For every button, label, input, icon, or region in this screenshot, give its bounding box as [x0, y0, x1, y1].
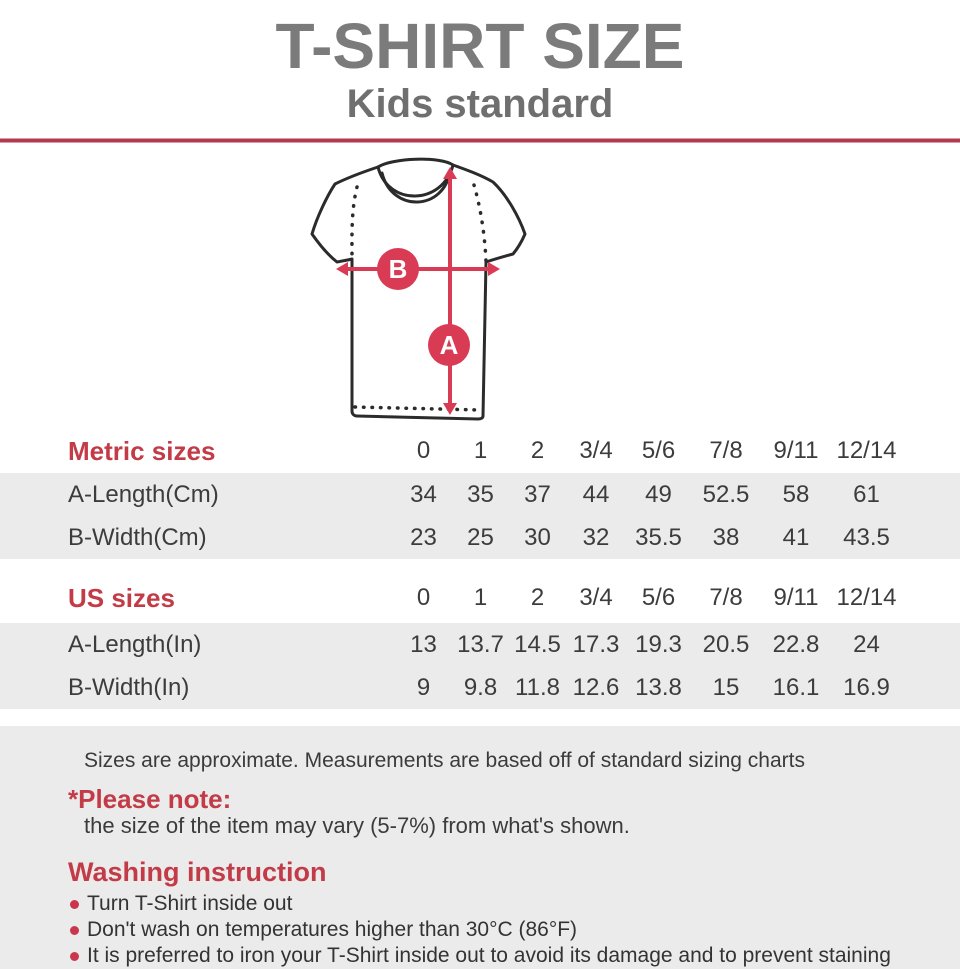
size-column-header: 9/11	[773, 437, 819, 464]
list-item	[70, 943, 960, 969]
cell-value: 24	[853, 630, 880, 658]
please-note-label: *Please note:	[68, 784, 232, 814]
cell-value: 16.1	[772, 673, 820, 701]
metric-values-stripe	[0, 473, 960, 559]
cell-value: 22.8	[772, 630, 820, 658]
page-header	[0, 0, 960, 126]
cell-value: 11.8	[515, 673, 560, 701]
size-column-header: 2	[530, 437, 545, 464]
size-column-header: 5/6	[641, 437, 676, 464]
cell-value: 17.3	[572, 630, 620, 658]
cell-value: 49	[645, 480, 672, 508]
tshirt-illustration-icon	[300, 149, 540, 429]
row-label: A-Length(Cm)	[68, 480, 219, 508]
notes-section	[0, 726, 960, 969]
us-sizes-header-row	[0, 559, 960, 623]
metric-sizes-header-row	[0, 429, 960, 473]
hem-seam	[355, 407, 481, 410]
cell-value: 38	[712, 523, 740, 551]
cell-value: 15	[712, 673, 740, 701]
cell-value: 9.8	[463, 673, 498, 701]
cell-value: 9	[416, 673, 431, 701]
table-row	[0, 473, 960, 516]
cell-value: 19.3	[635, 630, 682, 658]
cell-value: 25	[467, 523, 494, 551]
width-arrow-left-icon	[336, 262, 348, 276]
cell-value: 35	[467, 480, 494, 508]
size-table	[0, 429, 960, 709]
washing-item-text: It is preferred to iron your T-Shirt inside out to avoid its damage and to prevent staining	[87, 944, 891, 967]
collar-top-edge	[378, 159, 453, 167]
approximation-note: Sizes are approximate. Measurements are based off of standard sizing charts	[84, 749, 805, 772]
size-column-header: 7/8	[709, 584, 743, 611]
please-note-text: the size of the item may vary (5-7%) from what's shown.	[84, 813, 630, 838]
size-column-header: 3/4	[579, 437, 613, 464]
length-arrow-top-icon	[443, 167, 457, 179]
table-row	[0, 623, 960, 666]
size-column-header: 1	[473, 437, 488, 464]
red-divider	[0, 138, 960, 143]
cell-value: 34	[410, 480, 437, 508]
page-subtitle: Kids standard	[346, 82, 614, 126]
list-item	[70, 917, 960, 943]
bullet-icon	[70, 952, 79, 961]
list-item	[70, 891, 960, 917]
cell-value: 12.6	[572, 673, 620, 701]
metric-sizes-header: Metric sizes	[68, 435, 216, 466]
cell-value: 37	[524, 480, 551, 508]
row-label: A-Length(In)	[68, 630, 202, 658]
size-column-header: 0	[416, 437, 431, 464]
size-column-header: 2	[530, 584, 545, 611]
cell-value: 16.9	[843, 673, 890, 701]
length-badge-label: A	[439, 330, 459, 360]
section-gap	[0, 709, 960, 726]
washing-instruction-list	[70, 891, 960, 969]
cell-value: 30	[524, 523, 551, 551]
bullet-icon	[70, 926, 79, 935]
washing-item-text: Turn T-Shirt inside out	[87, 892, 293, 915]
page-title: T-SHIRT SIZE	[275, 10, 685, 82]
row-label: B-Width(Cm)	[68, 523, 207, 551]
cell-value: 20.5	[702, 630, 750, 658]
cell-value: 13.8	[635, 673, 682, 701]
size-column-header: 3/4	[579, 584, 613, 611]
table-row	[0, 516, 960, 559]
size-column-header: 0	[416, 584, 431, 611]
cell-value: 41	[782, 523, 810, 551]
cell-value: 52.5	[702, 480, 750, 508]
size-column-header: 12/14	[836, 437, 897, 464]
us-values-stripe	[0, 623, 960, 709]
size-column-header: 9/11	[773, 584, 819, 611]
cell-value: 43.5	[843, 523, 890, 551]
size-column-header: 1	[473, 584, 488, 611]
washing-instruction-title: Washing instruction	[68, 857, 327, 887]
width-badge-label: B	[388, 254, 408, 284]
cell-value: 23	[410, 523, 437, 551]
right-sleeve-seam	[474, 185, 486, 262]
left-sleeve-seam	[352, 187, 357, 259]
size-column-header: 12/14	[836, 584, 897, 611]
size-column-header: 5/6	[641, 584, 676, 611]
cell-value: 58	[782, 480, 810, 508]
cell-value: 35.5	[635, 523, 682, 551]
cell-value: 13.7	[457, 630, 504, 658]
length-arrow-bottom-icon	[443, 403, 457, 415]
washing-item-text: Don't wash on temperatures higher than 30°C (86°F)	[87, 918, 578, 941]
size-column-header: 7/8	[709, 437, 743, 464]
cell-value: 44	[582, 480, 610, 508]
cell-value: 61	[853, 480, 880, 508]
row-label: B-Width(In)	[68, 673, 190, 701]
table-row	[0, 666, 960, 709]
width-arrow-right-icon	[488, 262, 500, 276]
cell-value: 13	[410, 630, 437, 658]
cell-value: 14.5	[514, 630, 561, 658]
cell-value: 32	[582, 523, 610, 551]
bullet-icon	[70, 900, 79, 909]
us-sizes-header: US sizes	[68, 582, 175, 613]
tshirt-diagram	[300, 149, 540, 429]
